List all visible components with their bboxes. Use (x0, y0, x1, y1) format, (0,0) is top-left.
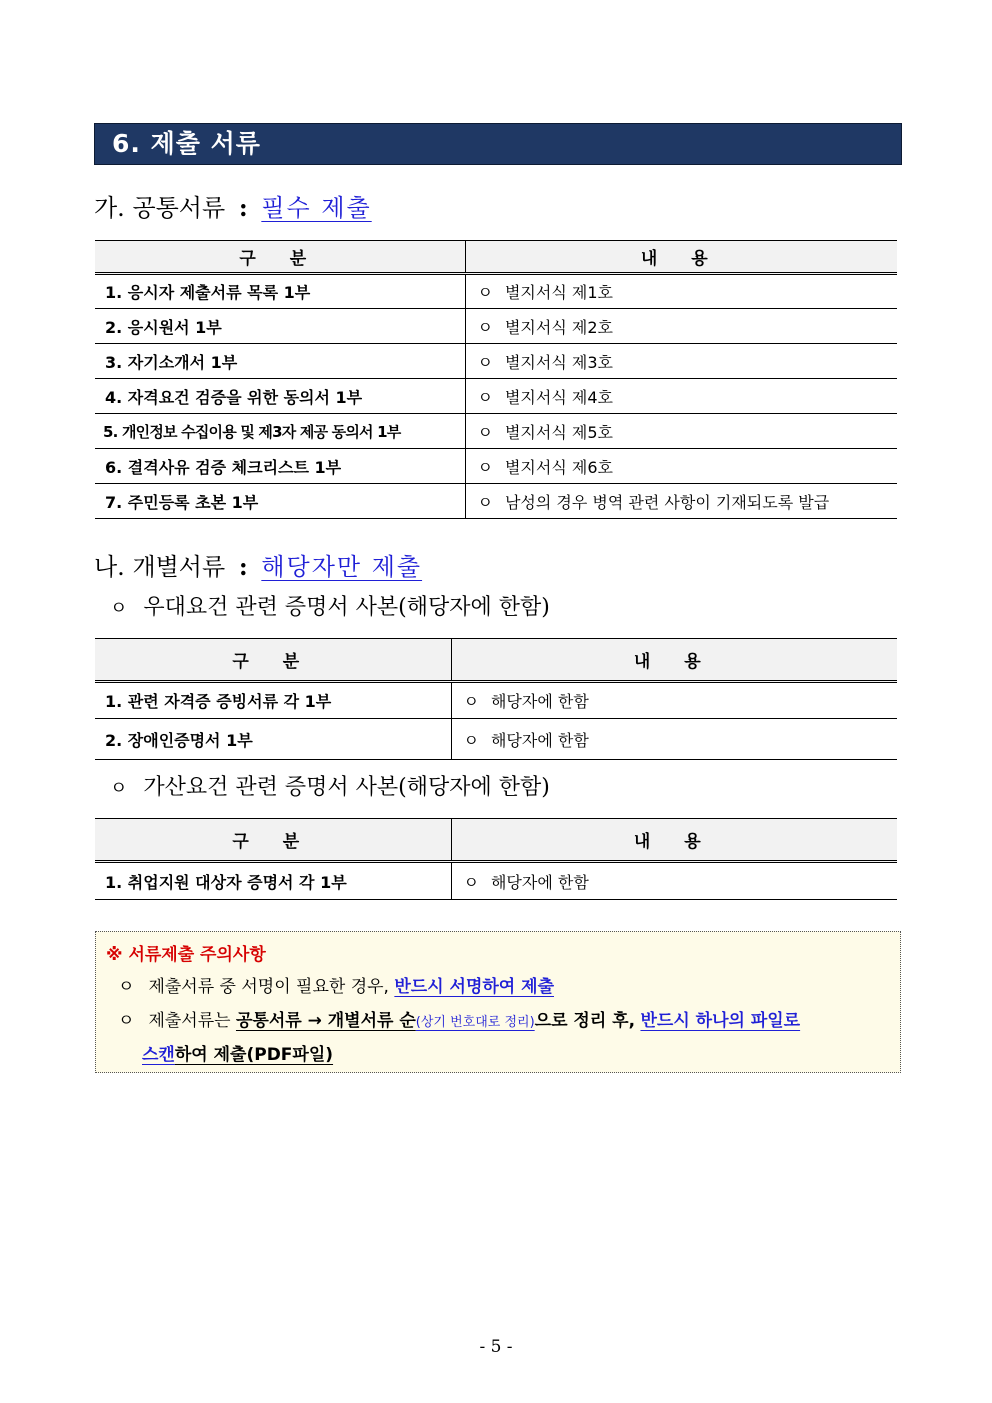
common-docs-table (95, 240, 897, 519)
row-content: 해당자에 한함 (490, 872, 589, 892)
individual-docs-heading (94, 550, 422, 584)
row-item: 1. 관련 자격증 증빙서류 각 1부 (95, 682, 451, 719)
preferential-label (110, 592, 550, 625)
section-title: 6. 제출 서류 (94, 123, 902, 165)
column-header-content: 내 용 (451, 819, 897, 862)
common-docs-prefix: 가. 공통서류 (94, 194, 226, 222)
notice-scan-emphasis: 스캔 (142, 1045, 175, 1065)
notice-line-signature (118, 972, 554, 997)
row-content: 별지서식 제2호 (504, 317, 613, 337)
table-row (95, 414, 897, 449)
table-row (95, 682, 897, 719)
individual-docs-emphasis: 해당자만 제출 (261, 553, 423, 581)
bullet-circle-icon: ㅇ (477, 492, 493, 512)
bullet-circle-icon: ㅇ (477, 387, 493, 407)
row-item: 5. 개인정보 수집이용 및 제3자 제공 동의서 1부 (95, 414, 465, 449)
row-item: 2. 장애인증명서 1부 (95, 719, 451, 760)
common-docs-colon: : (238, 193, 248, 222)
table-row (95, 449, 897, 484)
table-row (95, 484, 897, 519)
bullet-circle-icon: ㅇ (118, 977, 135, 997)
preferential-label-text: 우대요건 관련 증명서 사본(해당자에 한함) (143, 595, 550, 620)
common-docs-emphasis: 필수 제출 (261, 194, 372, 222)
bullet-circle-icon: ㅇ (118, 1011, 135, 1031)
row-item: 6. 결격사유 검증 체크리스트 1부 (95, 449, 465, 484)
table-row (95, 344, 897, 379)
bullet-circle-icon: ㅇ (463, 692, 479, 711)
bonus-label (110, 772, 550, 805)
table-row (95, 309, 897, 344)
bullet-circle-icon: ㅇ (477, 317, 493, 337)
row-content: 별지서식 제4호 (504, 387, 613, 407)
notice-title: ※ 서류제출 주의사항 (106, 945, 266, 965)
row-item: 3. 자기소개서 1부 (95, 344, 465, 379)
individual-docs-colon: : (238, 552, 248, 581)
row-content: 별지서식 제3호 (504, 352, 613, 372)
bullet-circle-icon: ㅇ (463, 730, 479, 750)
column-header-category: 구 분 (95, 241, 465, 274)
notice-signature-text: 제출서류 중 서명이 필요한 경우, (148, 977, 389, 997)
common-docs-heading (94, 191, 372, 225)
column-header-category: 구 분 (95, 819, 451, 862)
individual-docs-prefix: 나. 개별서류 (94, 553, 226, 581)
table-row (95, 862, 897, 900)
row-item: 2. 응시원서 1부 (95, 309, 465, 344)
notice-line-order (118, 1006, 800, 1031)
notice-single-file-emphasis: 반드시 하나의 파일로 (640, 1011, 801, 1031)
row-item: 1. 응시자 제출서류 목록 1부 (95, 274, 465, 309)
table-row (95, 719, 897, 760)
column-header-content: 내 용 (465, 241, 897, 274)
bullet-circle-icon: ㅇ (477, 352, 493, 372)
table-row (95, 274, 897, 309)
row-content: 별지서식 제6호 (504, 457, 613, 477)
bullet-circle-icon: ㅇ (110, 598, 128, 619)
bullet-circle-icon: ㅇ (110, 778, 128, 799)
notice-scan-rest: 하여 제출(PDF파일) (174, 1045, 334, 1065)
row-content: 별지서식 제1호 (504, 283, 613, 302)
table-row (95, 379, 897, 414)
notice-line-scan (142, 1040, 333, 1065)
bullet-circle-icon: ㅇ (463, 872, 479, 892)
bullet-circle-icon: ㅇ (477, 422, 493, 442)
row-content: 별지서식 제5호 (504, 422, 613, 442)
bullet-circle-icon: ㅇ (477, 457, 493, 477)
column-header-content: 내 용 (451, 639, 897, 682)
column-header-category: 구 분 (95, 639, 451, 682)
notice-order-note: (상기 번호대로 정리) (415, 1015, 535, 1030)
row-item: 4. 자격요건 검증을 위한 동의서 1부 (95, 379, 465, 414)
notice-signature-emphasis: 반드시 서명하여 제출 (394, 977, 554, 997)
page-number: - 5 - (479, 1337, 513, 1357)
preferential-docs-table (95, 638, 897, 760)
submission-notice-box (95, 931, 901, 1073)
row-item: 1. 취업지원 대상자 증명서 각 1부 (95, 862, 451, 900)
bullet-circle-icon: ㅇ (477, 283, 493, 302)
row-content: 남성의 경우 병역 관련 사항이 기재되도록 발급 (504, 492, 830, 512)
notice-order-mid: 으로 정리 후, (534, 1011, 636, 1031)
row-content: 해당자에 한함 (490, 730, 589, 750)
row-item: 7. 주민등록 초본 1부 (95, 484, 465, 519)
notice-order-text: 제출서류는 (148, 1011, 231, 1031)
bonus-docs-table (95, 818, 897, 900)
bonus-label-text: 가산요건 관련 증명서 사본(해당자에 한함) (143, 775, 550, 800)
row-content: 해당자에 한함 (490, 692, 589, 711)
notice-order-sequence: 공통서류 → 개별서류 순 (235, 1011, 416, 1031)
